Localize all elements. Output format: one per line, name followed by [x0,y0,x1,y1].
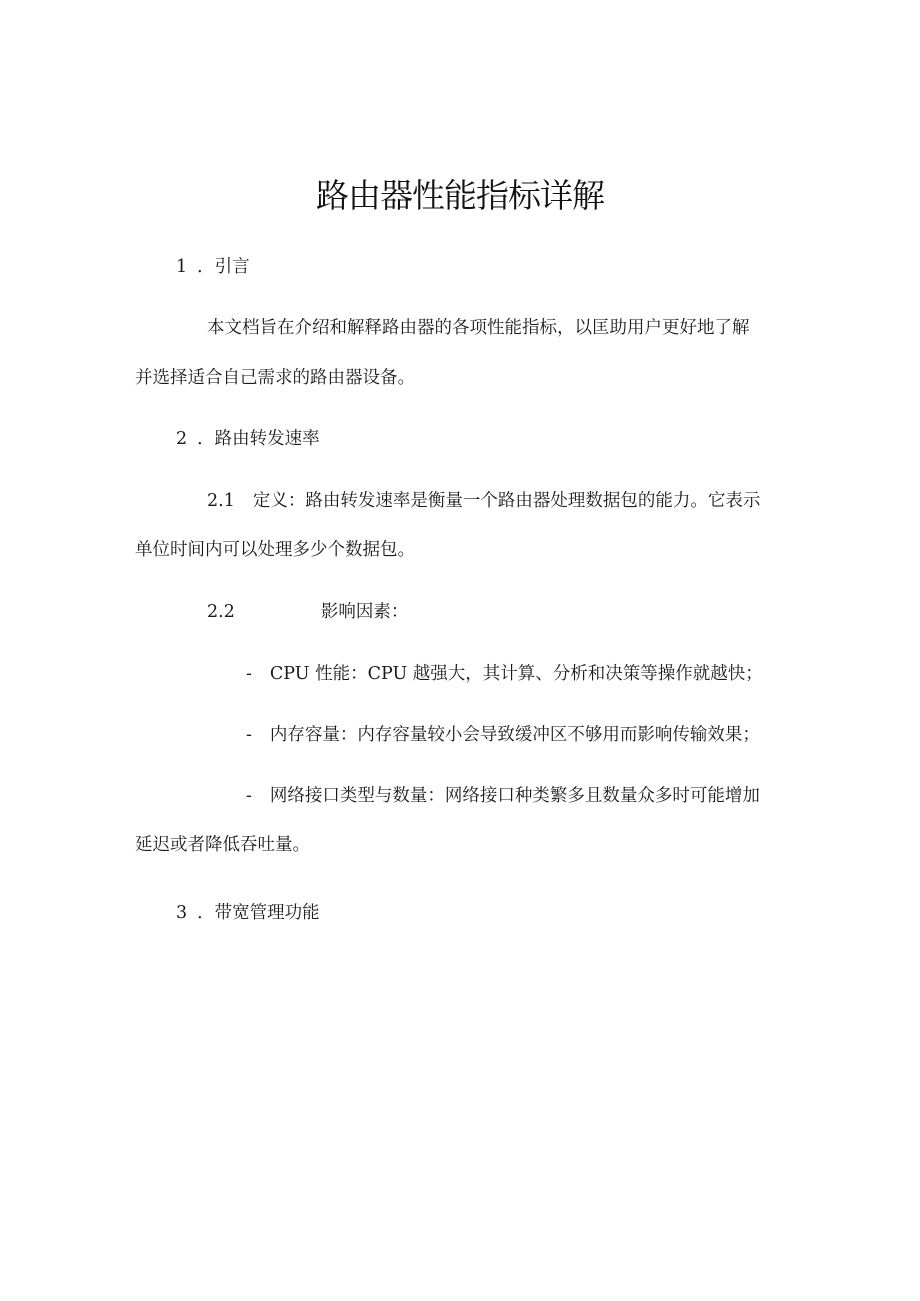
section-heading-text: ．路由转发速率 [197,429,320,449]
section-heading-3 [176,901,320,925]
section-number: 1 [176,257,188,277]
subsection-number: 2.2 [207,602,235,622]
bullet-dash: - [246,786,252,806]
paragraph-line: 单位时间内可以处理多少个数据包。 [135,540,415,560]
document-title: 路由器性能指标详解 [316,176,604,215]
bullet-item [246,723,760,747]
subsection-text: 定义：路由转发速率是衡量一个路由器处理数据包的能力。它表示 [252,491,761,511]
bullet-item [246,662,763,686]
bullet-text: CPU 性能：CPU 越强大，其计算、分析和决策等操作就越快； [269,664,763,684]
bullet-text: 网络接口类型与数量：网络接口种类繁多且数量众多时可能增加 [269,786,760,806]
bullet-text: 内存容量：内存容量较小会导致缓冲区不够用而影响传输效果； [269,725,760,745]
section-number: 3 [176,903,188,923]
subsection-2-1-line [207,489,760,513]
bullet-dash: - [246,664,252,684]
subsection-label: 影响因素： [320,602,409,622]
subsection-2-2-line [207,600,408,624]
section-number: 2 [176,429,188,449]
bullet-item [246,784,760,808]
paragraph-line: 并选择适合自己需求的路由器设备。 [135,368,415,388]
paragraph-line: 本文档旨在介绍和解释路由器的各项性能指标，以匡助用户更好地了解 [207,318,750,338]
section-heading-text: ．带宽管理功能 [197,903,320,923]
section-heading-1 [176,255,250,279]
subsection-number: 2.1 [207,491,235,511]
section-heading-text: ．引言 [197,257,250,277]
paragraph-line: 延迟或者降低吞吐量。 [135,835,310,855]
bullet-dash: - [246,725,252,745]
section-heading-2 [176,427,320,451]
